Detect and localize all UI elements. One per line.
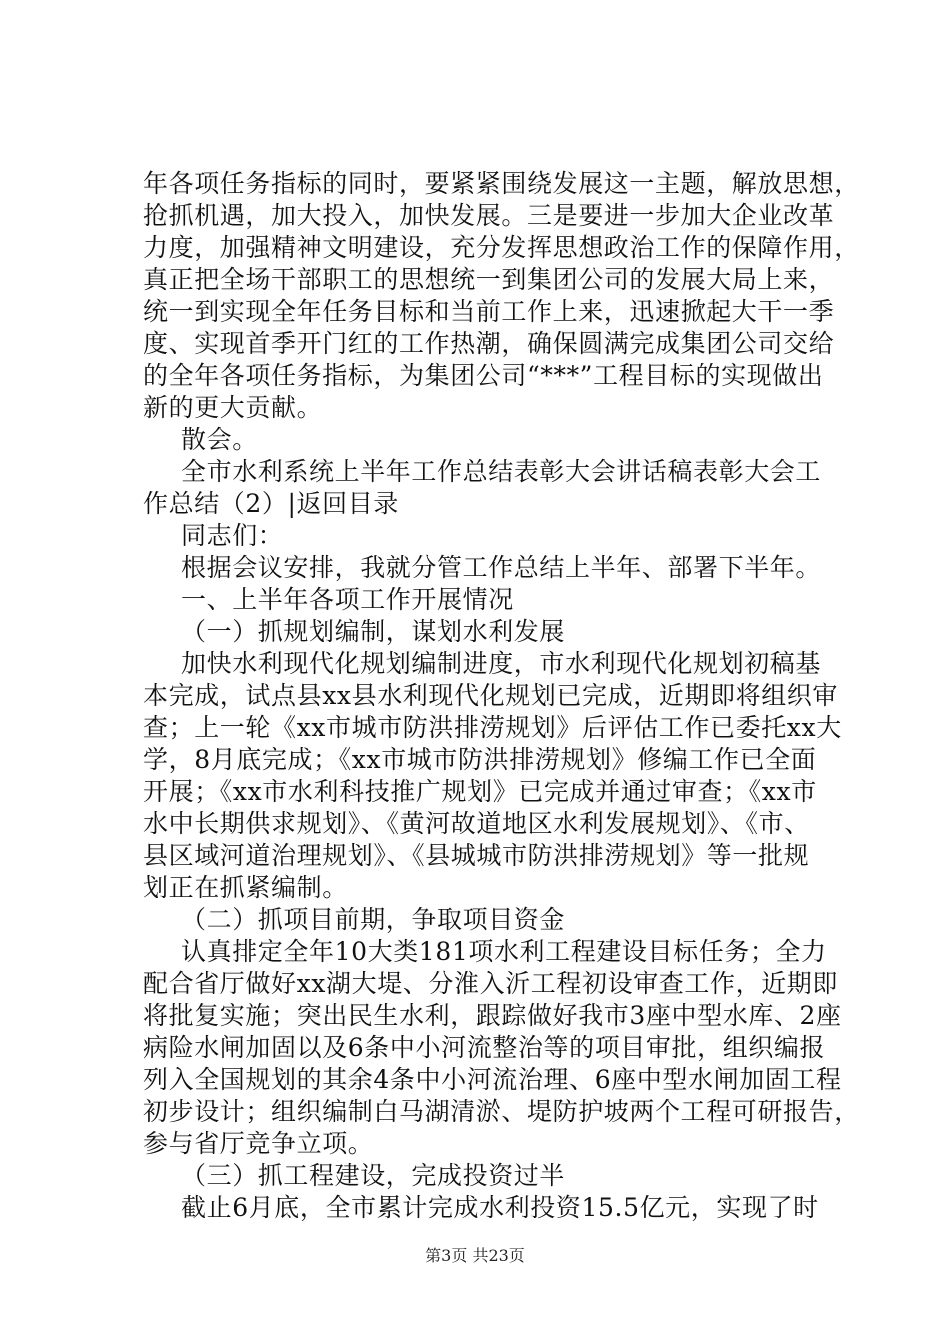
text-line: 一、上半年各项工作开展情况 <box>181 585 514 614</box>
text-line: 截止6月底，全市累计完成水利投资15.5亿元，实现了时 <box>181 1193 819 1222</box>
text-line: 同志们： <box>181 521 284 550</box>
text-line: 根据会议安排，我就分管工作总结上半年、部署下半年。 <box>181 553 822 582</box>
text-line: 度、实现首季开门红的工作热潮，确保圆满完成集团公司交给 <box>143 329 835 358</box>
text-line: 县区域河道治理规划》、《县城城市防洪排涝规划》等一批规 <box>143 841 810 870</box>
text-line: 散会。 <box>181 425 258 454</box>
text-line: 年各项任务指标的同时，要紧紧围绕发展这一主题，解放思想， <box>143 169 860 198</box>
text-line: （三）抓工程建设，完成投资过半 <box>181 1161 566 1190</box>
text-line: 力度，加强精神文明建设，充分发挥思想政治工作的保障作用， <box>143 233 860 262</box>
text-line: 初步设计；组织编制白马湖清淤、堤防护坡两个工程可研报告， <box>143 1097 860 1126</box>
text-line: 划正在抓紧编制。 <box>143 873 348 902</box>
text-line: 抢抓机遇，加大投入，加快发展。三是要进一步加大企业改革 <box>143 201 835 230</box>
text-line: 真正把全场干部职工的思想统一到集团公司的发展大局上来， <box>143 265 835 294</box>
text-line: 将批复实施；突出民生水利，跟踪做好我市3座中型水库、2座 <box>143 1001 842 1030</box>
text-line: 认真排定全年10大类181项水利工程建设目标任务；全力 <box>181 937 827 966</box>
text-line: 加快水利现代化规划编制进度，市水利现代化规划初稿基 <box>181 649 822 678</box>
text-line: 作总结（2）|返回目录 <box>143 489 399 518</box>
text-line: 统一到实现全年任务目标和当前工作上来，迅速掀起大干一季 <box>143 297 835 326</box>
text-line: （一）抓规划编制，谋划水利发展 <box>181 617 566 646</box>
text-line: 配合省厅做好xx湖大堤、分淮入沂工程初设审查工作，近期即 <box>143 969 839 998</box>
document-body <box>143 168 860 1224</box>
text-line: 学，8月底完成；《xx市城市防洪排涝规划》修编工作已全面 <box>143 745 817 774</box>
text-line: 列入全国规划的其余4条中小河流治理、6座中型水闸加固工程 <box>143 1065 842 1094</box>
text-line: 新的更大贡献。 <box>143 393 323 422</box>
text-line: 全市水利系统上半年工作总结表彰大会讲话稿表彰大会工 <box>181 457 822 486</box>
text-line: 参与省厅竞争立项。 <box>143 1129 374 1158</box>
text-line: （二）抓项目前期，争取项目资金 <box>181 905 566 934</box>
text-line: 查；上一轮《xx市城市防洪排涝规划》后评估工作已委托xx大 <box>143 713 842 742</box>
text-line: 开展；《xx市水利科技推广规划》已完成并通过审查；《xx市 <box>143 777 817 806</box>
text-line: 本完成，试点县xx县水利现代化规划已完成，近期即将组织审 <box>143 681 839 710</box>
text-line: 水中长期供求规划》、《黄河故道地区水利发展规划》、《市、 <box>143 809 810 838</box>
text-line: 病险水闸加固以及6条中小河流整治等的项目审批，组织编报 <box>143 1033 826 1062</box>
text-line: 的全年各项任务指标，为集团公司“***”工程目标的实现做出 <box>143 361 824 390</box>
page-footer: 第3页 共23页 <box>425 1246 525 1265</box>
